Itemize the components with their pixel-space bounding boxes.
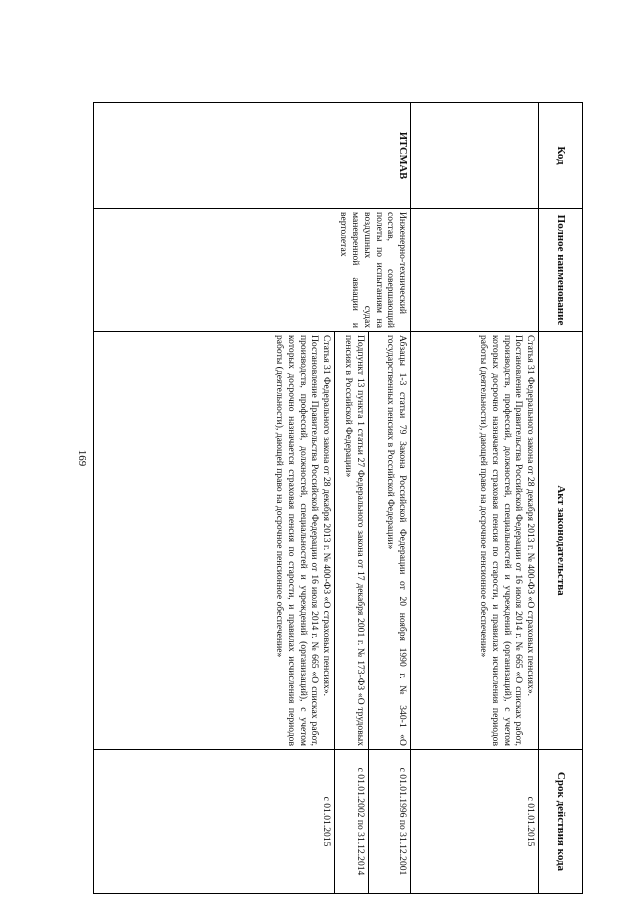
cell-act (411, 332, 539, 750)
cell-validity: с 01.01.2002 по 31.12.2014 (335, 750, 369, 894)
act-paragraph: Подпункт 13 пункта 1 статьи 27 Федерального закона от 17 декабря 2001 г. № 173-ФЗ «О трудовых пенсиях в Российской Федерации» (343, 335, 366, 746)
pension-codes-table (93, 102, 583, 894)
cell-act (94, 332, 335, 750)
table-row (369, 103, 411, 894)
act-paragraph: Статья 31 Федерального закона от 28 декабря 2013 г. № 400-ФЗ «О страховых пенсиях». (525, 335, 536, 697)
cell-name: Инженерно-технический состав, совершающий полеты по испытаниям на воздушных судах маневренной авиации и вертолетах (94, 209, 411, 332)
table-row (411, 103, 539, 894)
cell-validity: с 01.01.2015 (94, 750, 335, 894)
table-header-row (539, 103, 583, 894)
cell-act (335, 332, 369, 750)
header-full-name: Полное наименование (539, 209, 583, 332)
cell-validity: с 01.01.2015 (411, 750, 539, 894)
act-paragraph: Абзацы 1-3 статьи 79 Закона Российской Федерации от 20 ноября 1990 г. № 340-1 «О государственных пенсиях в Российской Федерации» (385, 335, 408, 746)
page-number: 169 (76, 449, 88, 467)
rotated-table-container (94, 102, 583, 876)
header-validity-period: Срок действия кода (539, 750, 583, 894)
cell-act (369, 332, 411, 750)
header-code: Код (539, 103, 583, 209)
cell-name (411, 209, 539, 332)
cell-validity: с 01.01.1996 по 31.12.2001 (369, 750, 411, 894)
cell-code (411, 103, 539, 209)
act-paragraph: Статья 31 Федерального закона от 28 декабря 2013 г. № 400-ФЗ «О страховых пенсиях». (321, 335, 332, 697)
act-paragraph: Постановление Правительства Российской Федерации от 16 июля 2014 г. № 665 «О списках работ, производств, профессий, должностей, специальностей и учреждений (организаций), с учетом которых досрочно назначается страховая пенсия по старости, и правилах исчисления периодов работы (деятельности), дающей право на досрочное пенсионное обеспечение» (274, 335, 321, 746)
header-legislation-act: Акт законодательства (539, 332, 583, 750)
cell-code: ИТСМАВ (94, 103, 411, 209)
act-paragraph: Постановление Правительства Российской Федерации от 16 июля 2014 г. № 665 «О списках работ, производств, профессий, должностей, специальностей и учреждений (организаций), с учетом которых досрочно назначается страховая пенсия по старости, и правилах исчисления периодов работы (деятельности), дающей право на досрочное пенсионное обеспечение» (478, 335, 525, 746)
